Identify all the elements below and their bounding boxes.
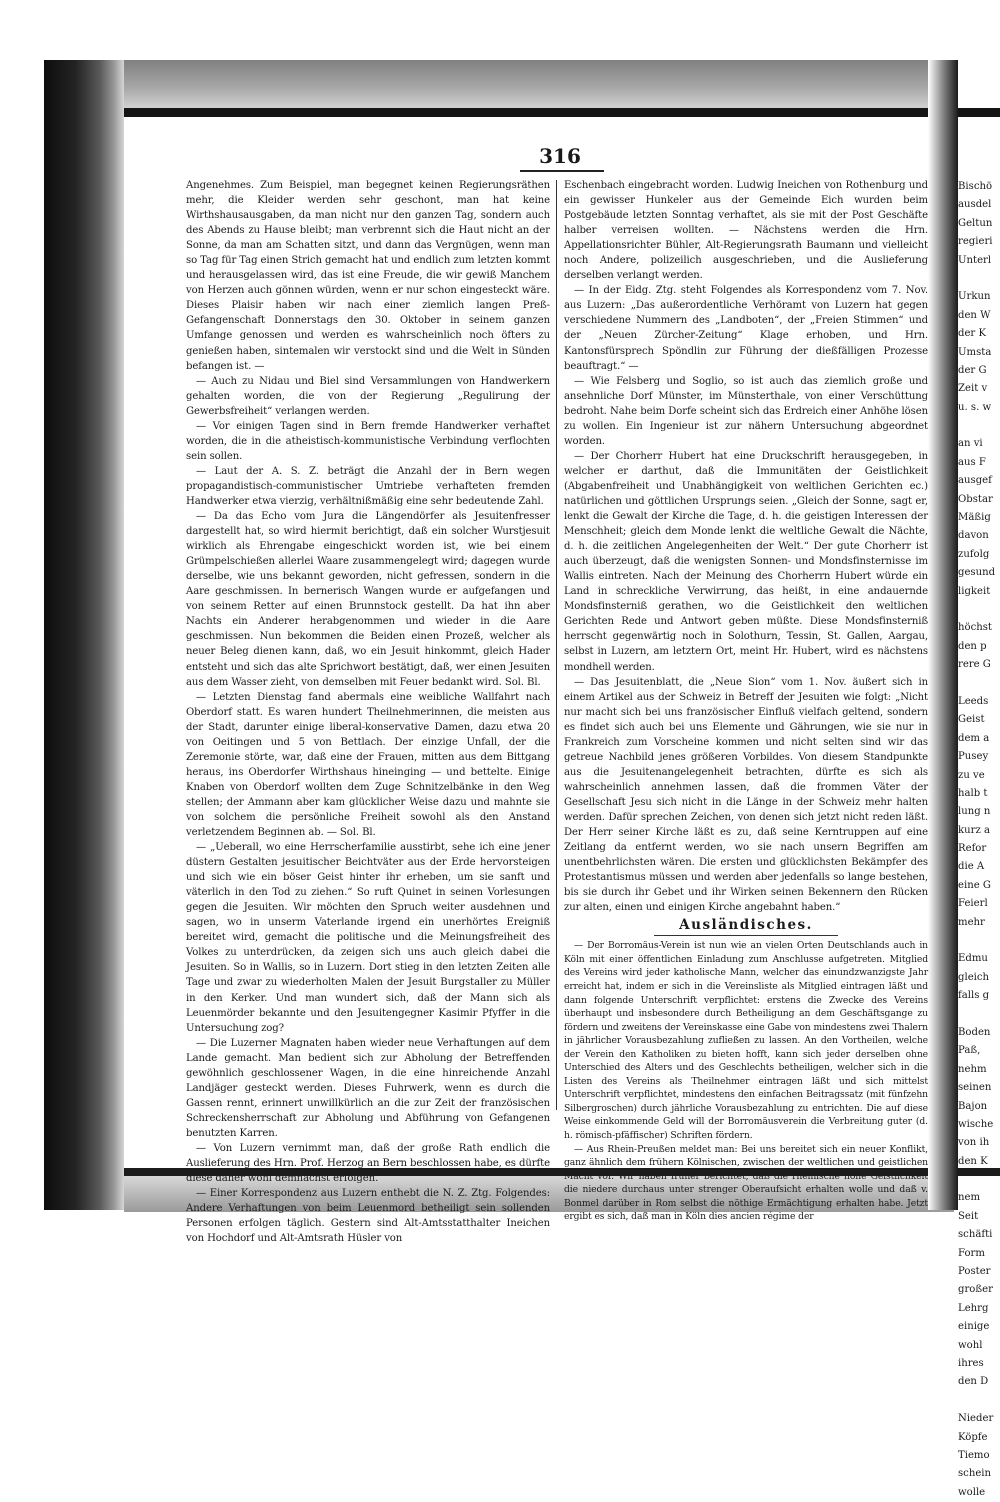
scan-top-shading xyxy=(124,60,944,110)
fragment-line: Seit xyxy=(958,1210,979,1222)
fragment-line: Geltun xyxy=(958,217,993,229)
article-paragraph: Eschenbach eingebracht worden. Ludwig Ineichen von Rothenburg und ein gewisser Hunkeler aus der Gemeinde Eich wurden beim Postgebäude letzten Sonntag verhaftet, als sie mit der Post Geschäfte halber verreisen wollten. — Nächstens werden die Hrn. Appellationsrichter Bühler, Alt-Regierungsrath Baumann und vielleicht noch Andere, polizeilich ausgeschrieben, und die Auslieferung derselben verlangt werden. xyxy=(564,180,928,282)
fragment-line: u. s. w xyxy=(958,401,992,413)
article-paragraph: — Einer Korrespondenz aus Luzern enthebt die N. Z. Ztg. Folgendes: Andere Verhaftungen von beim Leuenmord betheiligt sein sollenden Personen erfolgen täglich. Gestern sind Alt-Amtsstatthalter Ineichen von Hochdorf und Alt-Amtsrath Hüsler von xyxy=(186,1188,550,1245)
fragment-line: großer xyxy=(958,1284,993,1296)
fragment-line: Lehrg xyxy=(958,1302,989,1314)
fragment-line: falls g xyxy=(958,990,990,1002)
scan-binding-shadow xyxy=(44,60,124,1210)
fragment-line: wische xyxy=(958,1118,994,1130)
article-paragraph: — Das Jesuitenblatt, die „Neue Sion“ vom 1. Nov. äußert sich in einem Artikel aus der Schweiz in Betreff der Jesuiten wie folgt: „Nicht nur macht sich bei uns französischer Einfluß vielfach geltend, sondern es findet sich auch bei uns Elemente und Gährungen, wie sie nur in Frankreich zum Vorscheine kommen und nicht selten sind wir das getreue Nachbild jenes größeren Vorbildes. Von diesem Standpunkte aus die Jesuitenangelegenheit betrachten, dürfte es sich als wahrscheinlich annehmen lassen, daß die frommen Väter der Gesellschaft Jesu sich nicht in die Länge in der Schweiz mehr halten werden. Dafür sprechen Zeichen, von denen sich jetzt nicht reden läßt. Der Herr seiner Kirche läßt es zu, daß seine Kerntruppen auf eine Zeitlang da entfernt werden, wo sie nach unsern Begriffen am unentbehrlichsten wären. Die ersten und glücklichsten Bekämpfer des Protestantismus müssen und werden aber jedenfalls so lange bestehen, bis sie durch ihr Gebet und ihr Wirken seinen Bekennern den Rücken zur alten, einen und einigen Kirche angebahnt haben.“ xyxy=(564,676,928,914)
left-column xyxy=(186,178,550,1246)
fragment-line: eine G xyxy=(958,879,991,891)
fragment-line: aus F xyxy=(958,456,986,468)
scan-margin xyxy=(0,0,44,1322)
fragment-line xyxy=(958,675,1000,693)
fragment-line: den K xyxy=(958,1155,988,1167)
article-paragraph: — „Ueberall, wo eine Herrscherfamilie ausstirbt, sehe ich eine jener düstern Gestalten jesuitischer Beichtväter aus der Erde hervorsteigen und sich wie ein böser Geist hinter ihr erheben, um sie sanft und väterlich in den Tod zu ziehen.“ So ruft Quinet in seinen Vorlesungen gegen die Jesuiten. Wir möchten den Spruch weiter ausdehnen und sagen, wo in unserm Vaterlande irgend ein unerhörtes Ereigniß bereitet wird, gemacht die politische und die Meinungsfreiheit des Volkes zu unterdrücken, da zeigen sich uns auch gleich dabei die Jesuiten. So in Wallis, so in Luzern. Dort stieg in den letzten Zeiten alle Tage und zwar zu wiederholten Malen der Jesuit Burgstaller zu Müller in den Kerker. Und man wundert sich, daß der Mann sich als Leuenmörder bekannte und den Jesuitengegner Kasimir Pfyffer in die Untersuchung zog? xyxy=(186,842,550,1034)
fragment-line: von ih xyxy=(958,1137,990,1149)
fragment-line: Refor xyxy=(958,843,987,855)
article-paragraph: — Vor einigen Tagen sind in Bern fremde Handwerker verhaftet worden, die in die atheistisch-kommunistische Verbindung verflochten sein sollen. xyxy=(186,420,550,462)
fragment-line: zufolg xyxy=(958,548,990,560)
fragment-line: kurz a xyxy=(958,824,990,836)
fragment-line: halb t xyxy=(958,787,988,799)
fragment-line: die A xyxy=(958,861,985,873)
fragment-line: Umsta xyxy=(958,346,992,358)
fragment-line: Urkun xyxy=(958,291,991,303)
fragment-line: Köpfe xyxy=(958,1431,988,1443)
fragment-line xyxy=(958,1006,1000,1024)
article-paragraph: — Aus Rhein-Preußen meldet man: Bei uns bereitet sich ein neuer Konflikt, ganz ähnlich dem frühern Kölnischen, zwischen der weltlichen und geistlichen Macht vor. Wir haben früher berichtet, daß die rheinische hohe Geistlichkeit die niedere durchaus unter strenger Oberaufsicht erhalten wolle und daß v. Bonmel darüber in Rom selbst die nöthige Ermächtigung erhalten habe. Jetzt ergibt es sich, daß man in Köln dies ancien régime der xyxy=(564,1143,928,1223)
fragment-line xyxy=(958,1392,1000,1410)
fragment-line: schäfti xyxy=(958,1229,993,1241)
article-paragraph: — Die Luzerner Magnaten haben wieder neue Verhaftungen auf dem Lande gemacht. Man bedient sich zur Abholung der Betreffenden gewöhnlich geschlossener Wagen, in die eine hinreichende Anzahl Landjäger gesteckt werden. Dieses Fuhrwerk, wenn es durch die Gassen rennt, erinnert unwillkürlich an die zur Zeit der französischen Schreckensherrschaft zur Abholung und Abführung von Gefangenen benutzten Karren. xyxy=(186,1037,550,1139)
fragment-line: wolle xyxy=(958,1486,986,1498)
fragment-line: ausdel xyxy=(958,199,992,211)
fragment-line: den D xyxy=(958,1376,989,1388)
article-paragraph: — Da das Echo vom Jura die Längendörfer als Jesuitenfresser dargestellt hat, so wird hiermit berichtigt, daß ein solcher Wurstjesuit wirklich als Ehrengabe eingeschickt worden ist, wie bei einem Grümpelschießen allerlei Waare zusammengelegt wird; dagegen wurde derselbe, wie uns bekannt geworden, nicht gefressen, sondern in die Aare geschmissen. In bernerisch Wangen wurde er aufgefangen und von seinem Retter auf einen Brunnstock gestellt. Da hat ihn aber Nachts ein Anderer herabgenommen und wieder in die Aare geschmissen. Nun bekommen die Beiden einen Prozeß, welcher als neuer Beleg dienen kann, daß, wo ein Jesuit hinkommt, gleich Hader entsteht und sich das alte Sprichwort bestätigt, daß, wer einen Jesuiten aus dem Wasser zieht, von demselben mit Feuer bedankt wird. Sol. Bl. xyxy=(186,511,550,688)
page-number: 316 xyxy=(539,144,581,168)
fragment-line: Bischö xyxy=(958,181,993,192)
article-paragraph: — Letzten Dienstag fand abermals eine weibliche Wallfahrt nach Oberdorf statt. Es waren hundert Theilnehmerinnen, die meisten aus der Stadt, darunter einige liberal-konservative Damen, dazu etwa 20 von Oeitingen und 5 von Bettlach. Der einzige Unfall, der die Zeremonie störte, war, daß eine der Frauen, mitten aus dem Bittgang heraus, ins Oberdorfer Wirthshaus hineinging — und bettelte. Einige Knaben von Oberdorf wollten dem Zuge Schnitzelbänke in den Weg stellen; der Ammann aber kam glücklicher Weise dazu und mahnte sie von solchem die persönliche Freiheit sowohl als den Anstand verletzendem Beginnen ab. — Sol. Bl. xyxy=(186,691,550,839)
fragment-line: Bajon xyxy=(958,1100,988,1112)
article-paragraph: — Von Luzern vernimmt man, daß der große Rath endlich die Auslieferung des Hrn. Prof. Herzog an Bern beschlossen habe, es dürfte diese daher wohl demnächst erfolgen. xyxy=(186,1143,550,1185)
fragment-line: den p xyxy=(958,640,987,652)
fragment-line: schein xyxy=(958,1468,992,1480)
article-paragraph: — Der Chorherr Hubert hat eine Druckschrift herausgegeben, in welcher er darthut, daß die Immunitäten der Geistlichkeit (Abgabenfreiheit und Unabhängigkeit von weltlichen Gerichten ec.) natürlichen und göttlichen Ursprungs seien. „Gleich der Sonne, sagt er, lenkt die Gewalt der Kirche die Tage, d. h. die geistigen Interessen der Menschheit; gleich dem Monde lenkt die weltliche Gewalt die Nächte, d. h. die zeitlichen Angelegenheiten der Welt.“ Der gute Chorherr ist auch überzeugt, daß die wenigsten Sonnen- und Mondsfinsternisse im Wallis eintreten. Nach der Meinung des Chorherrn Hubert würde ein Land in schreckliche Verwirrung, das heißt, in eine andauernde Mondsfinsterniß gerathen, wo die Geistlichkeit den weltlichen Gerichten Rede und Antwort geben müßte. Diese Mondsfinsterniß herrscht gegenwärtig noch in Solothurn, Tessin, St. Gallen, Aargau, selbst in Luzern, am letztern Ort, meint Hr. Hubert, wird es nächstens mondhell werden. xyxy=(564,450,928,673)
article-paragraph: — In der Eidg. Ztg. steht Folgendes als Korrespondenz vom 7. Nov. aus Luzern: „Das außerordentliche Verhöramt von Luzern hat gegen verschiedene Nummern des „Landboten“, der „Freien Stimmen“ und der „Neuen Zürcher-Zeitung“ Klage erhoben, und Hrn. Kantonsfürsprech Spöndlin zur Führung der dießfälligen Prozesse beauftragt.“ — xyxy=(564,285,928,372)
fragment-line: Tiemo xyxy=(958,1449,990,1461)
scan-top-border xyxy=(124,108,1000,117)
fragment-line: gesund xyxy=(958,567,996,579)
fragment-line: höchst xyxy=(958,622,992,634)
fragment-line: lung n xyxy=(958,806,991,818)
fragment-line: dem a xyxy=(958,732,990,744)
fragment-line: Zeit v xyxy=(958,383,988,395)
fragment-line: Leeds xyxy=(958,695,989,707)
fragment-line: Obstar xyxy=(958,493,993,505)
fragment-line xyxy=(958,1171,1000,1189)
fragment-line: Paß, xyxy=(958,1045,981,1057)
page-number-underline xyxy=(520,170,604,172)
section-heading: Ausländisches. xyxy=(679,917,813,934)
fragment-line: davon xyxy=(958,530,989,542)
fragment-line: Form xyxy=(958,1247,985,1259)
fragment-line: ausgef xyxy=(958,475,992,487)
fragment-line xyxy=(958,932,1000,950)
article-paragraph: Angenehmes. Zum Beispiel, man begegnet keinen Regierungsräthen mehr, die Kleider werden sehr geschont, man hat keine Wirthshausausgaben, da man nicht nur den ganzen Tag, sondern auch des Abends zu Hause bleibt; man verbrennt sich die Haut nicht an der Sonne, da man am Schatten sitzt, und dann das Vergnügen, wenn man so Tag für Tag einen Strich gemacht hat und endlich zum letzten kommt und herausgelassen wird, das ist eine Freude, die wir gewiß Manchem von Herzen auch gönnen würden, wenn er nur schon eingesteckt wäre. Dieses Plaisir haben wir nach einer ziemlich langen Preß-Gefangenschaft Donnerstags den 30. Oktober in seinem ganzen Umfange genossen und werden es wahrscheinlich noch öfters zu genießen haben, sintemalen wir verstockt sind und die Welt in Sünden befangen ist. — xyxy=(186,180,550,372)
article-paragraph: — Laut der A. S. Z. beträgt die Anzahl der in Bern wegen propagandistisch-communistischer Umtriebe verhafteten fremden Handwerker etwa vierzig, verhältnißmäßig eine sehr bedeutende Zahl. xyxy=(186,465,550,507)
right-column xyxy=(564,178,928,1224)
column-divider xyxy=(556,180,557,1110)
fragment-line: Mäßig xyxy=(958,512,991,524)
fragment-line: regieri xyxy=(958,236,993,248)
fragment-line: den W xyxy=(958,309,991,321)
fragment-line: Pusey xyxy=(958,751,989,763)
fragment-line: der G xyxy=(958,364,987,376)
fragment-line: mehr xyxy=(958,916,985,928)
page-gutter-shadow xyxy=(928,60,958,1210)
fragment-line: der K xyxy=(958,328,987,340)
article-paragraph: — Wie Felsberg und Soglio, so ist auch das ziemlich große und ansehnliche Dorf Münster, im Münsterthale, von einer Verschüttung bedroht. Nahe beim Dorfe scheint sich das Erdreich einer Anhöhe lösen zu wollen. Ein Ingenieur ist zur nähern Untersuchung abgeordnet worden. xyxy=(564,375,928,447)
article-paragraph: — Auch zu Nidau und Biel sind Versammlungen von Handwerkern gehalten worden, die von der Regierung „Regulirung der Gewerbsfreiheit“ verlangen werden. xyxy=(186,375,550,417)
fragment-line: Geist xyxy=(958,714,985,726)
fragment-line: seinen xyxy=(958,1082,992,1094)
fragment-line: Poster xyxy=(958,1266,991,1278)
fragment-line: Feierl xyxy=(958,898,988,910)
fragment-line: Edmu xyxy=(958,953,988,965)
article-paragraph: — Der Borromäus-Verein ist nun wie an vielen Orten Deutschlands auch in Köln mit einer öffentlichen Einladung zum Anschlusse aufgetreten. Mitglied des Vereins wird jeder katholische Mann, welcher das einundzwanzigste Jahr erreicht hat, indem er sich in die Vereinsliste als Mitglied eintragen läßt und dann folgende Unterschrift verpflichtet: erstens die Zwecke des Vereins überhaupt und insbesondere durch Betheiligung an dem Geschäftsgange zu fördern und zweitens der Vereinskasse eine Gabe von mindestens zwei Thalern in jährlicher Vorausbezahlung zufließen zu lassen. An den Vortheilen, welche der Verein den Katholiken zu bieten hofft, kann sich jeder derselben ohne Unterschied des Alters und des Geschlechts betheiligen, welcher sich in die Listen des Vereins als Theilnehmer eintragen läßt und sich mittelst Unterschrift verpflichtet, mindestens den einfachen Beitragssatz (mit fünfzehn Silbergroschen) durch jährliche Vorausbezahlung zu entrichten. Die auf diese Weise einkommende Geld will der Borromäusverein die Verbreitung guter (d. h. römisch-pfäffischer) Schriften fördern. xyxy=(564,940,928,1141)
fragment-line: ihres xyxy=(958,1358,984,1369)
fragment-line: wohl xyxy=(958,1339,983,1351)
fragment-line: rere G xyxy=(958,659,991,671)
fragment-line xyxy=(958,417,1000,435)
fragment-line: ligkeit xyxy=(958,585,991,597)
fragment-line: gleich xyxy=(958,971,990,983)
fragment-line: Unterl xyxy=(958,254,992,266)
fragment-line: einige xyxy=(958,1321,990,1333)
section-heading-rule xyxy=(654,935,838,936)
fragment-line: an vi xyxy=(958,438,983,450)
fragment-line: Nieder xyxy=(958,1413,994,1425)
adjacent-page-fragment xyxy=(958,178,1000,1502)
fragment-line xyxy=(958,270,1000,288)
fragment-line: Boden xyxy=(958,1026,991,1038)
fragment-line: zu ve xyxy=(958,769,985,781)
fragment-line: nem xyxy=(958,1192,981,1204)
fragment-line xyxy=(958,601,1000,619)
fragment-line: nehm xyxy=(958,1063,987,1075)
